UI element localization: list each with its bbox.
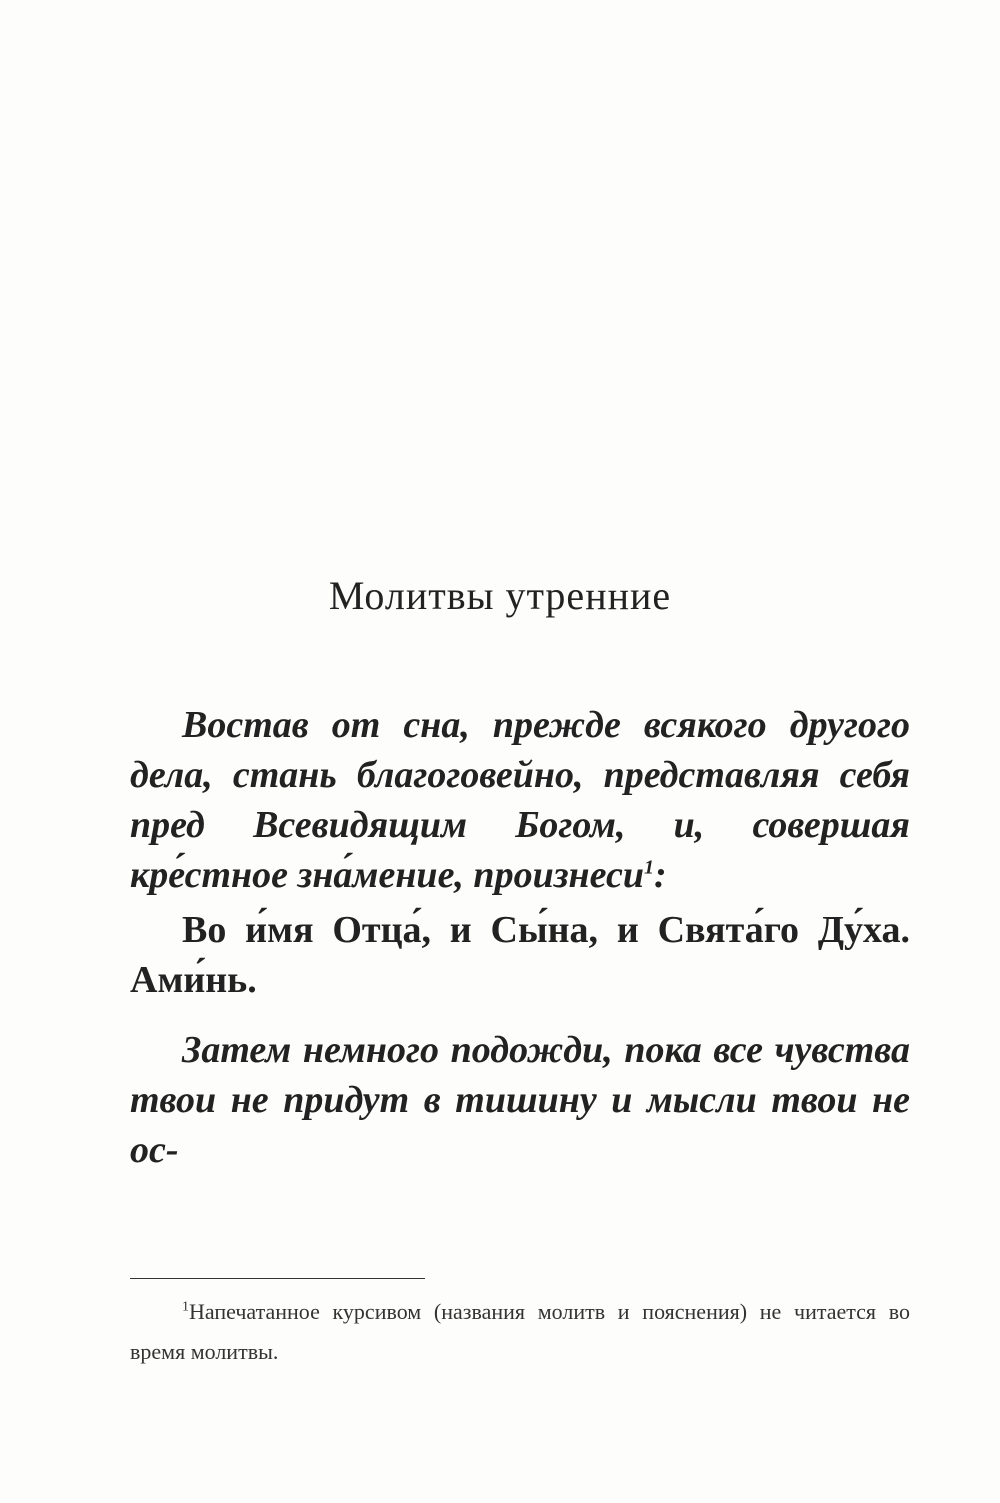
instruction-text: Востав от сна, прежде всякого другого дела, стань благоговейно, представляя себя пред Всевидящим Богом, и, совершая кре́стное зна́мение, произнеси — [130, 704, 910, 896]
footnote-marker: 1 — [182, 1299, 189, 1315]
continuation-paragraph: Затем немного подожди, пока все чувства твои не придут в тишину и мысли твои не ос- — [130, 1029, 910, 1171]
footnote-divider — [130, 1278, 425, 1279]
section-title: Молитвы утренние — [328, 573, 672, 618]
prayer-paragraph: Во и́мя Отца́, и Сы́на, и Свята́го Ду́ха. Ами́нь. — [130, 909, 910, 1001]
instruction-paragraph — [130, 700, 910, 900]
footnote — [130, 1292, 910, 1372]
footnote-reference: 1 — [643, 856, 654, 879]
instruction-tail: : — [653, 854, 667, 896]
footnote-text: Напечатанное курсивом (названия молитв и пояснения) не читается во время молитвы. — [130, 1299, 910, 1364]
